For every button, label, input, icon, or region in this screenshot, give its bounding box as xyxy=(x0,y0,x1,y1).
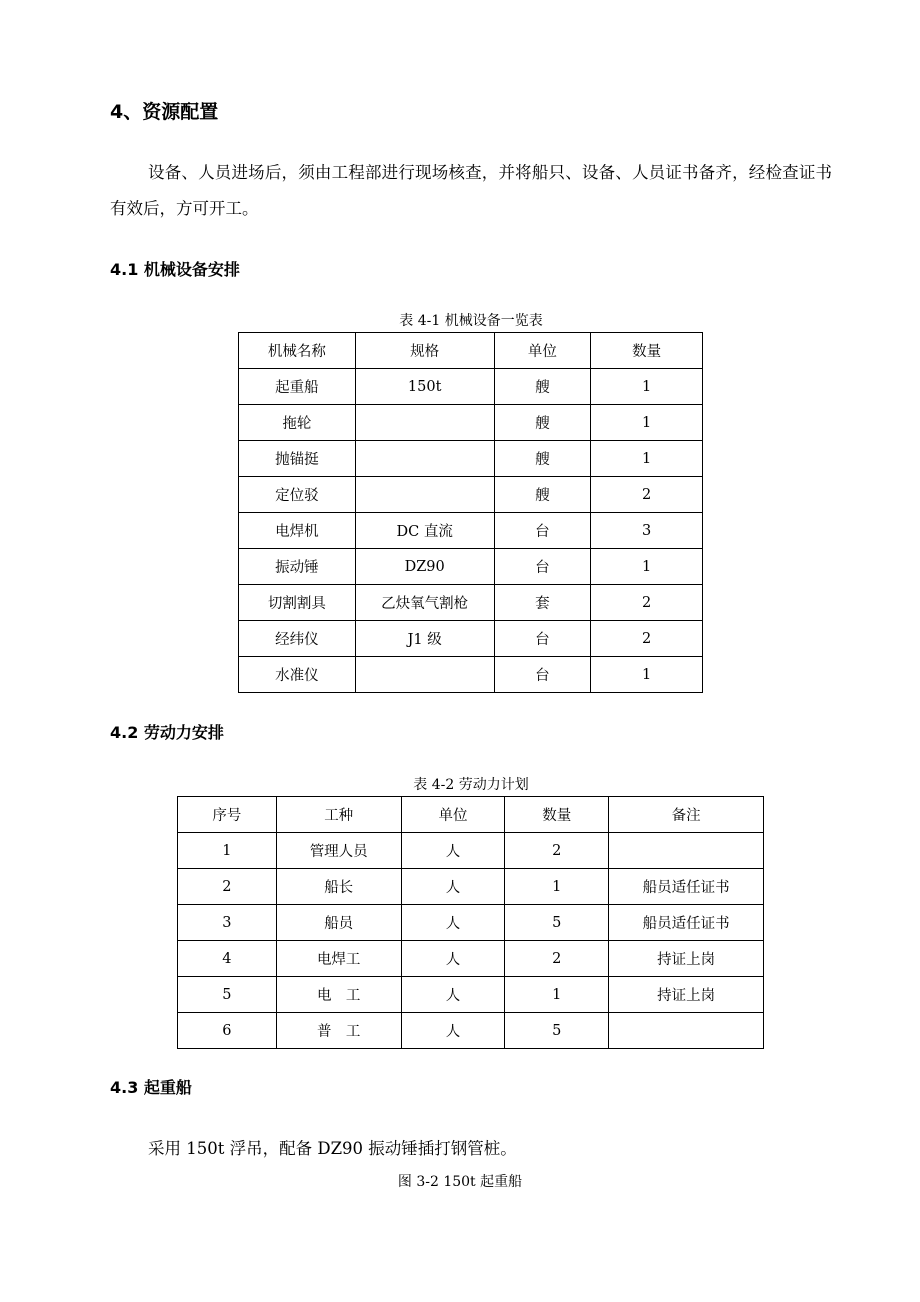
table-row xyxy=(178,869,764,905)
table-cell: 套 xyxy=(494,585,591,621)
section-title-4-1: 4.1 机械设备安排 xyxy=(110,260,240,279)
table-cell: J1 级 xyxy=(355,621,494,657)
table-cell: 持证上岗 xyxy=(609,941,764,977)
table-row xyxy=(239,369,703,405)
table-cell: 船员适任证书 xyxy=(609,869,764,905)
table-cell: 2 xyxy=(591,477,703,513)
table-4-2-caption: 表 4-2 劳动力计划 xyxy=(413,777,529,793)
intro-paragraph: 设备、人员进场后，须由工程部进行现场核查，并将船只、设备、人员证书备齐，经检查证书有效后，方可开工。 xyxy=(110,163,832,218)
table-cell: 2 xyxy=(505,941,609,977)
table-cell: 2 xyxy=(591,585,703,621)
table-cell: 电焊工 xyxy=(276,941,401,977)
column-header: 序号 xyxy=(178,797,277,833)
table-cell: 1 xyxy=(178,833,277,869)
table-cell: 抛锚挺 xyxy=(239,441,356,477)
table-cell: 150t xyxy=(355,369,494,405)
equipment-table xyxy=(238,332,703,693)
table-cell: 5 xyxy=(178,977,277,1013)
column-header: 工种 xyxy=(276,797,401,833)
table-cell: 乙炔氧气割枪 xyxy=(355,585,494,621)
table-cell: 人 xyxy=(401,869,505,905)
table-cell: 艘 xyxy=(494,477,591,513)
table-cell: 经纬仪 xyxy=(239,621,356,657)
table-row xyxy=(178,1013,764,1049)
table-cell: 3 xyxy=(178,905,277,941)
table-cell: 台 xyxy=(494,513,591,549)
table-row xyxy=(239,477,703,513)
table-cell: 振动锤 xyxy=(239,549,356,585)
table-header-row xyxy=(239,333,703,369)
column-header: 规格 xyxy=(355,333,494,369)
table-cell: 台 xyxy=(494,621,591,657)
table-cell: 普 工 xyxy=(276,1013,401,1049)
table-cell: 艘 xyxy=(494,441,591,477)
table-cell: 2 xyxy=(591,621,703,657)
table-cell: 4 xyxy=(178,941,277,977)
table-cell: 台 xyxy=(494,657,591,693)
table-cell: 船员适任证书 xyxy=(609,905,764,941)
table-row xyxy=(178,905,764,941)
table-row xyxy=(239,513,703,549)
table-cell: 1 xyxy=(505,869,609,905)
crane-ship-description: 采用 150t 浮吊，配备 DZ90 振动锤插打钢管桩。 xyxy=(148,1139,517,1158)
table-cell: 切割割具 xyxy=(239,585,356,621)
table-cell xyxy=(355,405,494,441)
table-cell xyxy=(355,477,494,513)
table-cell: 1 xyxy=(591,369,703,405)
table-cell: 艘 xyxy=(494,405,591,441)
table-row xyxy=(239,441,703,477)
table-row xyxy=(178,833,764,869)
table-cell: 6 xyxy=(178,1013,277,1049)
table-cell: DZ90 xyxy=(355,549,494,585)
column-header: 单位 xyxy=(494,333,591,369)
table-cell: 1 xyxy=(591,549,703,585)
column-header: 机械名称 xyxy=(239,333,356,369)
table-cell xyxy=(355,441,494,477)
table-cell: 台 xyxy=(494,549,591,585)
table-row xyxy=(239,405,703,441)
table-row xyxy=(239,549,703,585)
table-cell: 5 xyxy=(505,1013,609,1049)
table-cell: 船员 xyxy=(276,905,401,941)
table-header-row xyxy=(178,797,764,833)
table-cell: 2 xyxy=(505,833,609,869)
column-header: 数量 xyxy=(591,333,703,369)
table-cell: 人 xyxy=(401,833,505,869)
column-header: 单位 xyxy=(401,797,505,833)
table-cell: 1 xyxy=(505,977,609,1013)
section-title-4-2: 4.2 劳动力安排 xyxy=(110,723,224,742)
table-cell: 5 xyxy=(505,905,609,941)
table-row xyxy=(239,585,703,621)
table-cell: 电焊机 xyxy=(239,513,356,549)
table-cell xyxy=(355,657,494,693)
column-header: 数量 xyxy=(505,797,609,833)
table-4-1-caption: 表 4-1 机械设备一览表 xyxy=(399,313,543,329)
table-cell: 拖轮 xyxy=(239,405,356,441)
table-cell: 起重船 xyxy=(239,369,356,405)
table-row xyxy=(178,941,764,977)
table-row xyxy=(178,977,764,1013)
section-heading-resources: 4、资源配置 xyxy=(110,101,219,123)
table-cell: 人 xyxy=(401,977,505,1013)
table-cell: 3 xyxy=(591,513,703,549)
table-cell: DC 直流 xyxy=(355,513,494,549)
table-cell: 人 xyxy=(401,1013,505,1049)
column-header: 备注 xyxy=(609,797,764,833)
labor-table xyxy=(177,796,764,1049)
table-cell: 1 xyxy=(591,405,703,441)
table-cell xyxy=(609,1013,764,1049)
table-cell: 船长 xyxy=(276,869,401,905)
figure-3-2-caption: 图 3-2 150t 起重船 xyxy=(397,1174,523,1190)
table-cell: 人 xyxy=(401,905,505,941)
section-title-4-3: 4.3 起重船 xyxy=(110,1078,192,1097)
table-row xyxy=(239,621,703,657)
table-cell: 人 xyxy=(401,941,505,977)
table-row xyxy=(239,657,703,693)
table-cell: 1 xyxy=(591,657,703,693)
table-cell: 定位驳 xyxy=(239,477,356,513)
table-cell: 持证上岗 xyxy=(609,977,764,1013)
table-cell: 管理人员 xyxy=(276,833,401,869)
table-cell xyxy=(609,833,764,869)
table-cell: 1 xyxy=(591,441,703,477)
table-cell: 2 xyxy=(178,869,277,905)
table-cell: 水准仪 xyxy=(239,657,356,693)
table-cell: 艘 xyxy=(494,369,591,405)
table-cell: 电 工 xyxy=(276,977,401,1013)
